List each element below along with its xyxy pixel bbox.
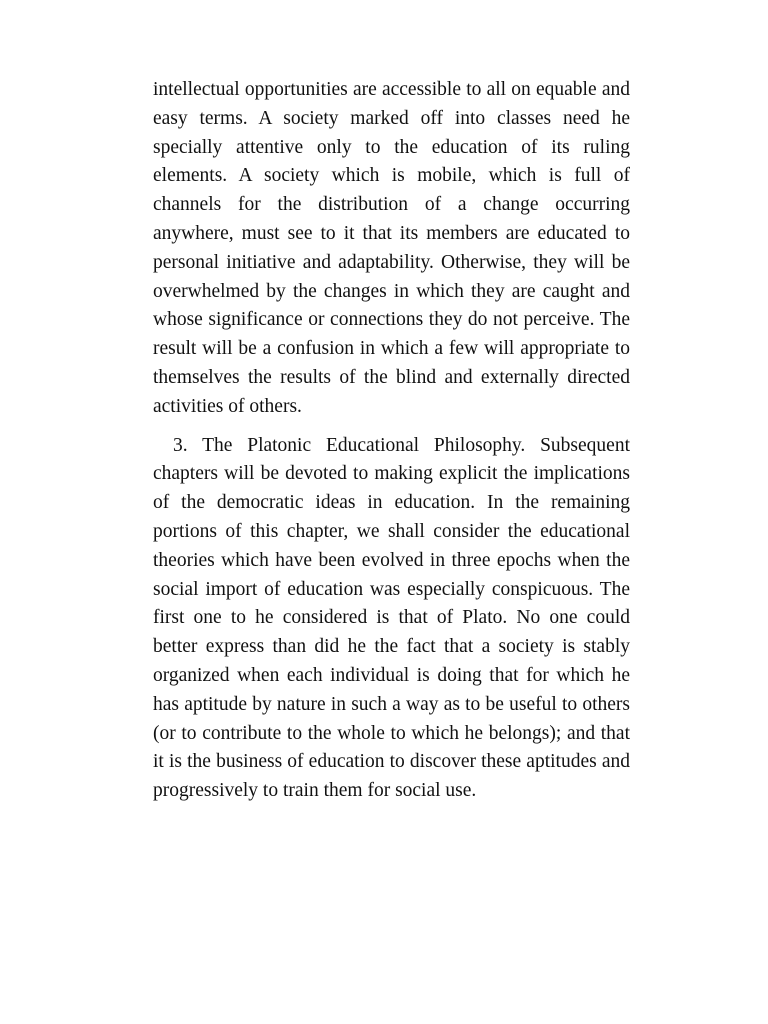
paragraph-continuation: intellectual opportunities are accessible to all on equable and easy terms. A society marked off into classes need he specially attentive only to the education of its ruling elements. A society which is mobile, which is full of channels for the distribution of a change occurring anywhere, must see to it that its members are educated to personal initiative and adaptability. Otherwise, they will be overwhelmed by the changes in which they are caught and whose significance or connections they do not perceive. The result will be a confusion in which a few will appropriate to themselves the results of the blind and externally directed activities of others. — [153, 79, 630, 417]
body-text — [153, 76, 630, 806]
paragraph-platonic-philosophy: 3. The Platonic Educational Philosophy. Subsequent chapters will be devoted to making explicit the implications of the democratic ideas in education. In the remaining portions of this chapter, we shall consider the educational theories which have been evolved in three epochs when the social import of education was especially conspicuous. The first one to he considered is that of Plato. No one could better express than did he the fact that a society is stably organized when each individual is doing that for which he has aptitude by nature in such a way as to be useful to others (or to contribute to the whole to which he belongs); and that it is the business of education to discover these aptitudes and progressively to train them for social use. — [153, 434, 630, 802]
